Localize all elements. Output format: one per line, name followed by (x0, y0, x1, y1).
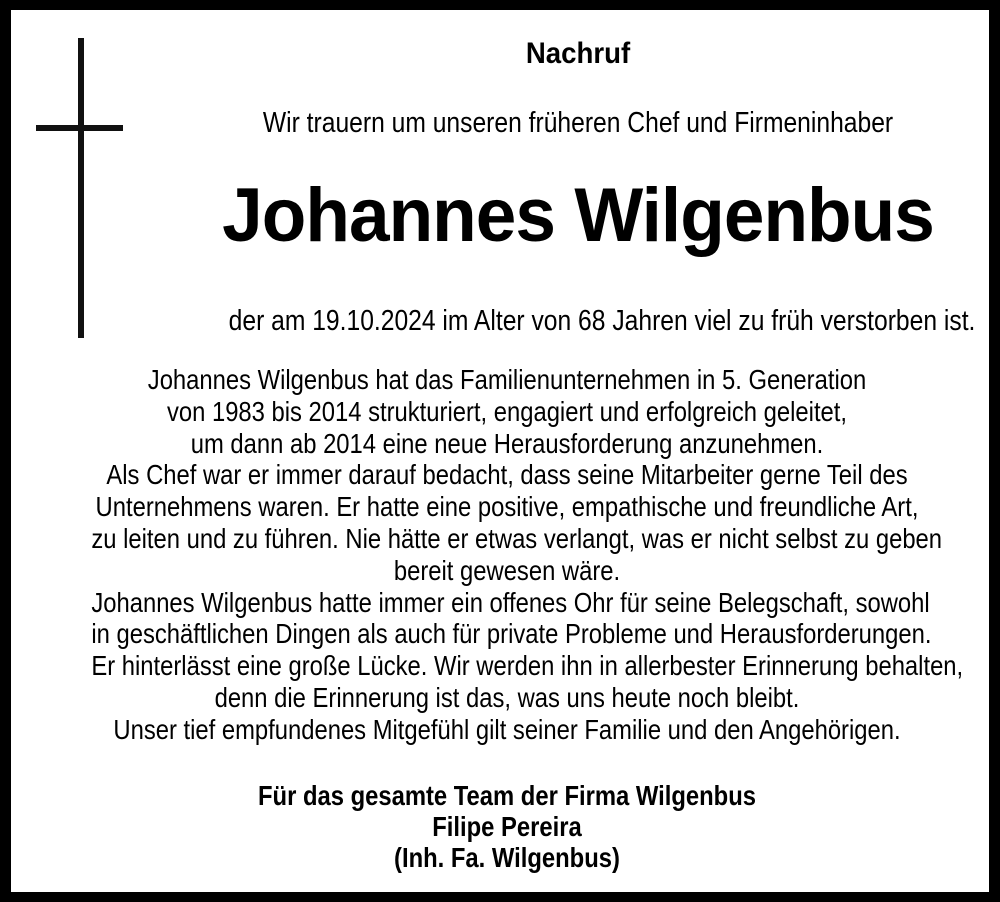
kicker-title (167, 37, 989, 71)
body-line: um dann ab 2014 eine neue Herausforderung anzunehmen. (190, 427, 824, 459)
body-line: zu leiten und zu führen. Nie hätte er etwas verlangt, was er nicht selbst zu geben (91, 522, 943, 554)
closing-line-team: Für das gesamte Team der Firma Wilgenbus (258, 780, 756, 811)
body-line: Unternehmens waren. Er hatte eine positive, empathische und freundliche Art, (95, 491, 919, 523)
obituary-body (18, 364, 996, 746)
body-line: denn die Erinnerung ist das, was uns heute noch bleibt. (214, 681, 800, 713)
closing-line-company: (Inh. Fa. Wilgenbus) (394, 842, 620, 873)
death-date-line (167, 304, 989, 338)
kicker-title-text: Nachruf (525, 37, 631, 70)
body-line: Als Chef war er immer darauf bedacht, dass seine Mitarbeiter gerne Teil des (106, 459, 908, 491)
body-line: in geschäftlichen Dingen als auch für private Probleme und Herausforderungen. (91, 618, 932, 650)
closing-signature (18, 780, 996, 873)
body-line: Unser tief empfundenes Mitgefühl gilt seiner Familie und den Angehörigen. (113, 713, 901, 745)
death-date-line-text: der am 19.10.2024 im Alter von 68 Jahren viel zu früh verstorben ist. (228, 305, 976, 337)
intro-line (167, 106, 989, 140)
body-line: von 1983 bis 2014 strukturiert, engagiert und erfolgreich geleitet, (166, 395, 848, 427)
deceased-name (167, 174, 989, 258)
cross-vertical-bar (78, 38, 84, 338)
cross-horizontal-bar (36, 125, 123, 131)
body-line: Er hinterlässt eine große Lücke. Wir werden ihn in allerbester Erinnerung behalten, (91, 650, 964, 682)
intro-line-text: Wir trauern um unseren früheren Chef und Firmeninhaber (262, 107, 894, 139)
deceased-name-text: Johannes Wilgenbus (222, 173, 934, 258)
body-line: bereit gewesen wäre. (393, 554, 621, 586)
body-line: Johannes Wilgenbus hat das Familienunternehmen in 5. Generation (147, 364, 867, 395)
body-line: Johannes Wilgenbus hatte immer ein offenes Ohr für seine Belegschaft, sowohl (91, 586, 930, 618)
closing-line-signer: Filipe Pereira (432, 811, 582, 842)
